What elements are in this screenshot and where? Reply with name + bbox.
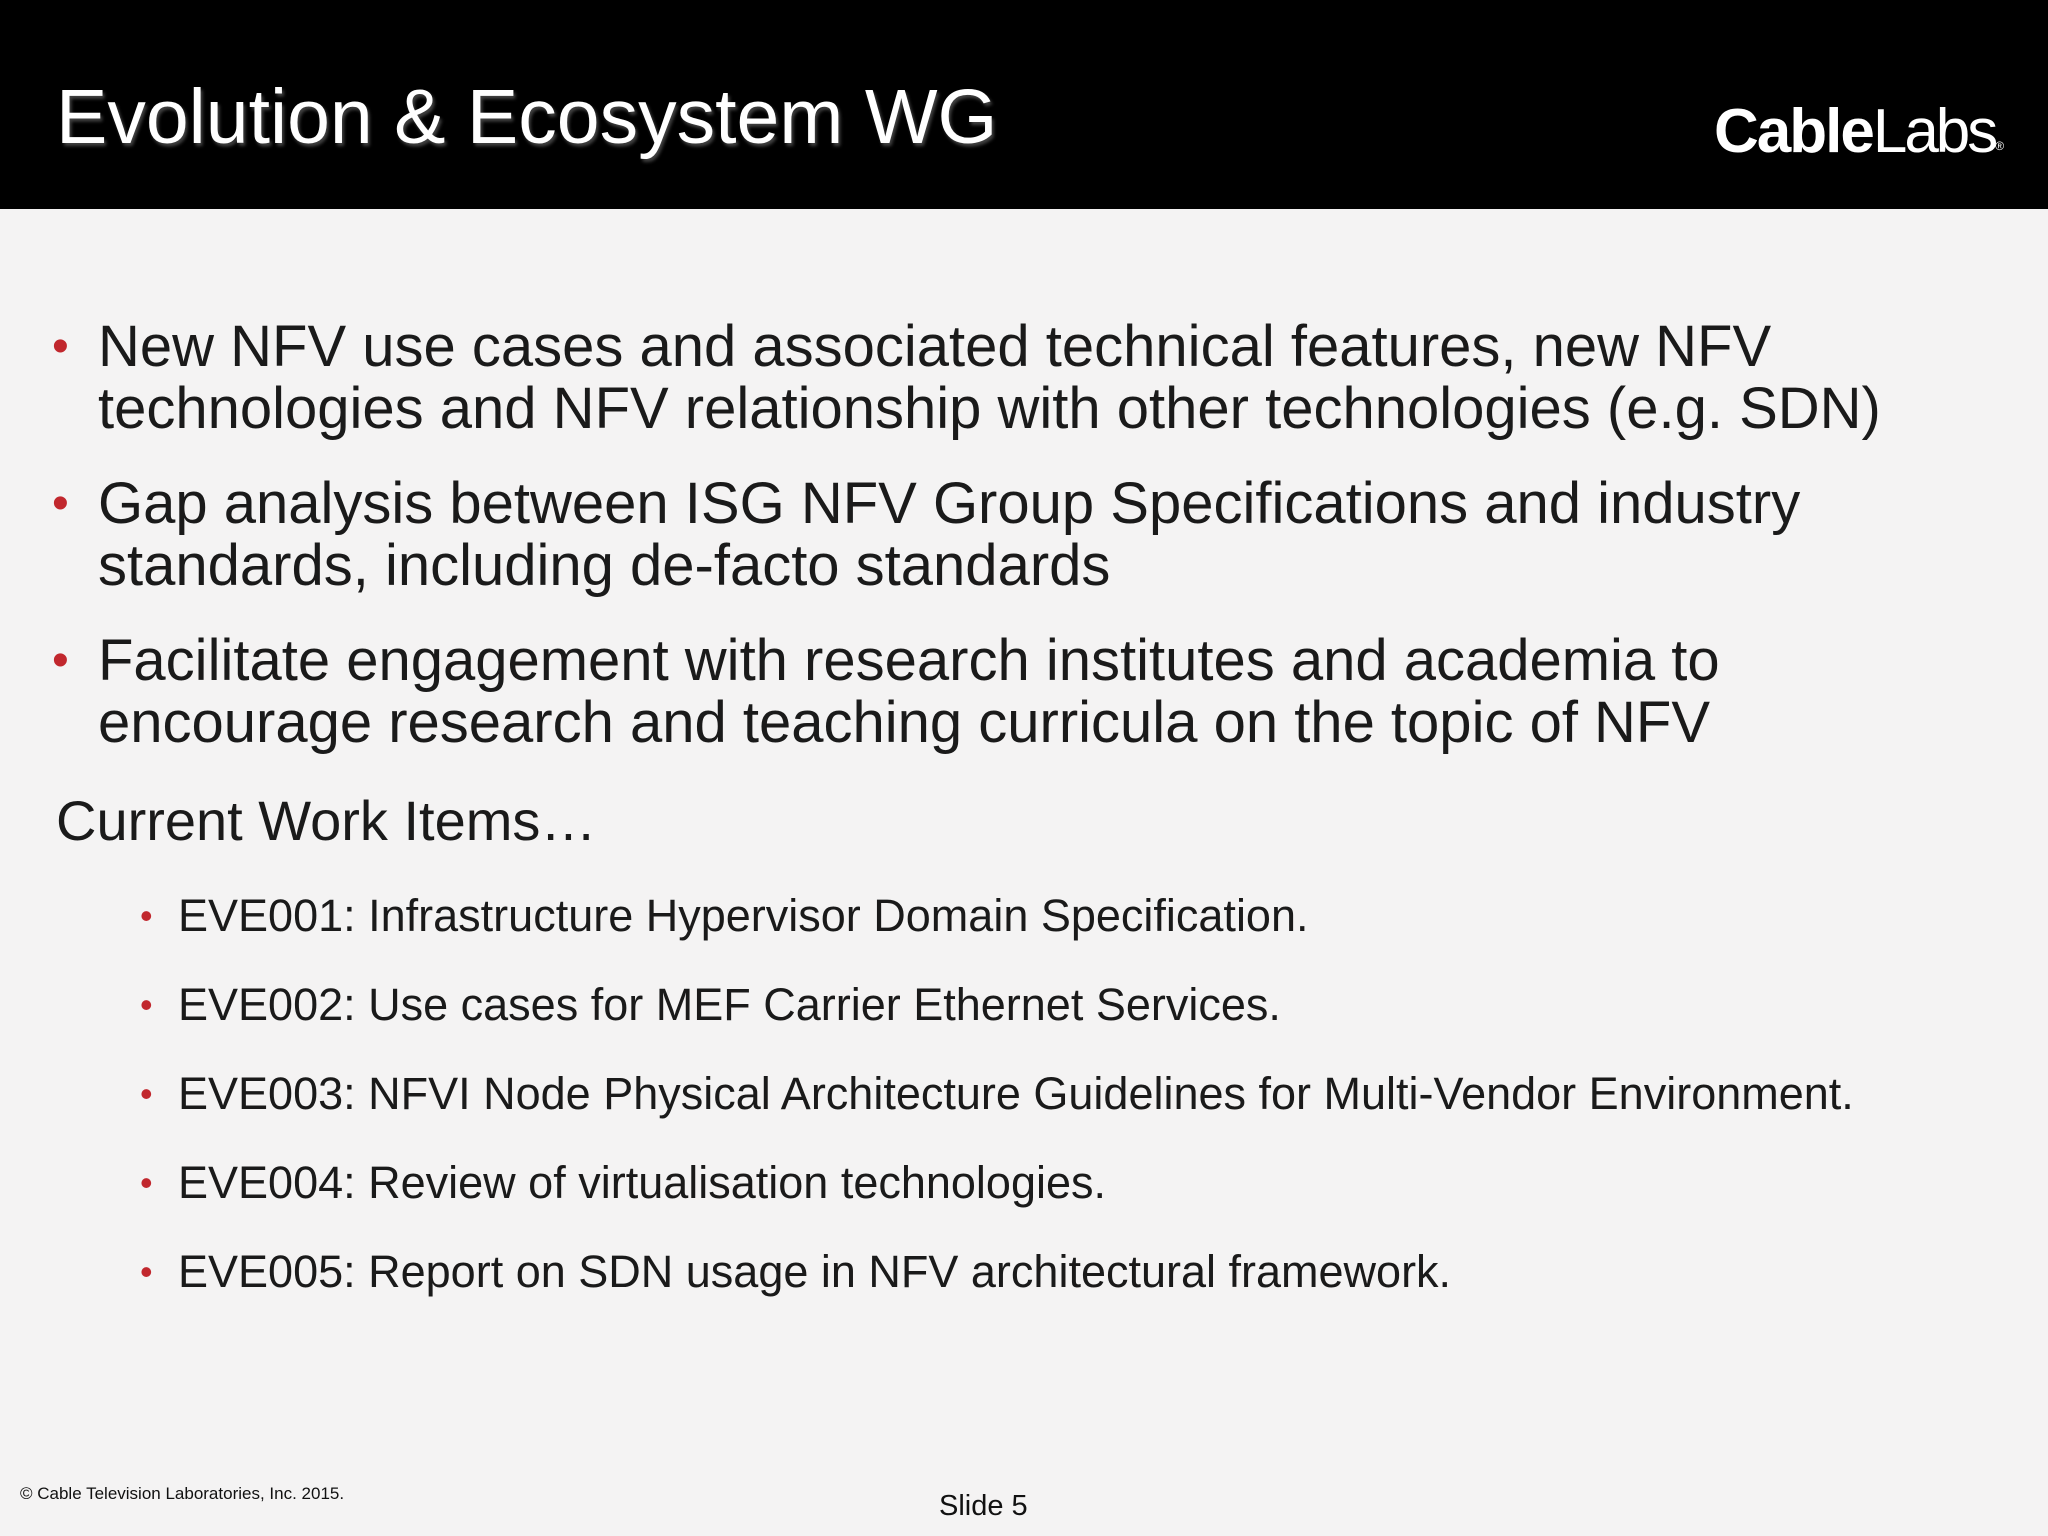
work-item-text: EVE001: Infrastructure Hypervisor Domain Specification. (178, 890, 1309, 941)
work-item-text: EVE004: Review of virtualisation technologies. (178, 1157, 1107, 1208)
main-bullet-list (52, 316, 1992, 787)
bullet-dot-icon: • (52, 477, 69, 530)
bullet-dot-icon: • (52, 320, 69, 373)
work-item-text: EVE003: NFVI Node Physical Architecture Guidelines for Multi-Vendor Environment. (178, 1068, 1854, 1119)
work-item (140, 1066, 2000, 1122)
bullet-dot-icon: • (140, 1162, 153, 1203)
work-item (140, 888, 2000, 944)
work-item-text: EVE005: Report on SDN usage in NFV architectural framework. (178, 1246, 1452, 1297)
main-bullet-text: New NFV use cases and associated technical features, new NFV technologies and NFV relationship with other technologies (e.g. SDN) (98, 314, 1881, 441)
work-item (140, 1155, 2000, 1211)
bullet-dot-icon: • (140, 1251, 153, 1292)
main-bullet-item (52, 473, 1992, 597)
cablelabs-logo: CableLabs® (1714, 97, 2005, 166)
main-bullet-text: Facilitate engagement with research institutes and academia to encourage research and teaching curricula on the topic of NFV (98, 628, 1720, 755)
bullet-dot-icon: • (140, 984, 153, 1025)
work-item (140, 1244, 2000, 1300)
copyright-notice: © Cable Television Laboratories, Inc. 2015. (20, 1484, 345, 1503)
main-bullet-text: Gap analysis between ISG NFV Group Specifications and industry standards, including de-facto standards (98, 471, 1801, 598)
main-bullet-item (52, 630, 1992, 754)
current-work-items-heading: Current Work Items… (56, 789, 597, 852)
main-bullet-item (52, 316, 1992, 440)
slide-header (0, 0, 2048, 209)
bullet-dot-icon: • (52, 634, 69, 687)
slide-number: Slide 5 (939, 1490, 1028, 1522)
bullet-dot-icon: • (140, 895, 153, 936)
work-item (140, 977, 2000, 1033)
slide-title: Evolution & Ecosystem WG (56, 74, 998, 160)
work-item-text: EVE002: Use cases for MEF Carrier Ethernet Services. (178, 979, 1281, 1030)
bullet-dot-icon: • (140, 1073, 153, 1114)
work-items-list (140, 888, 2000, 1333)
